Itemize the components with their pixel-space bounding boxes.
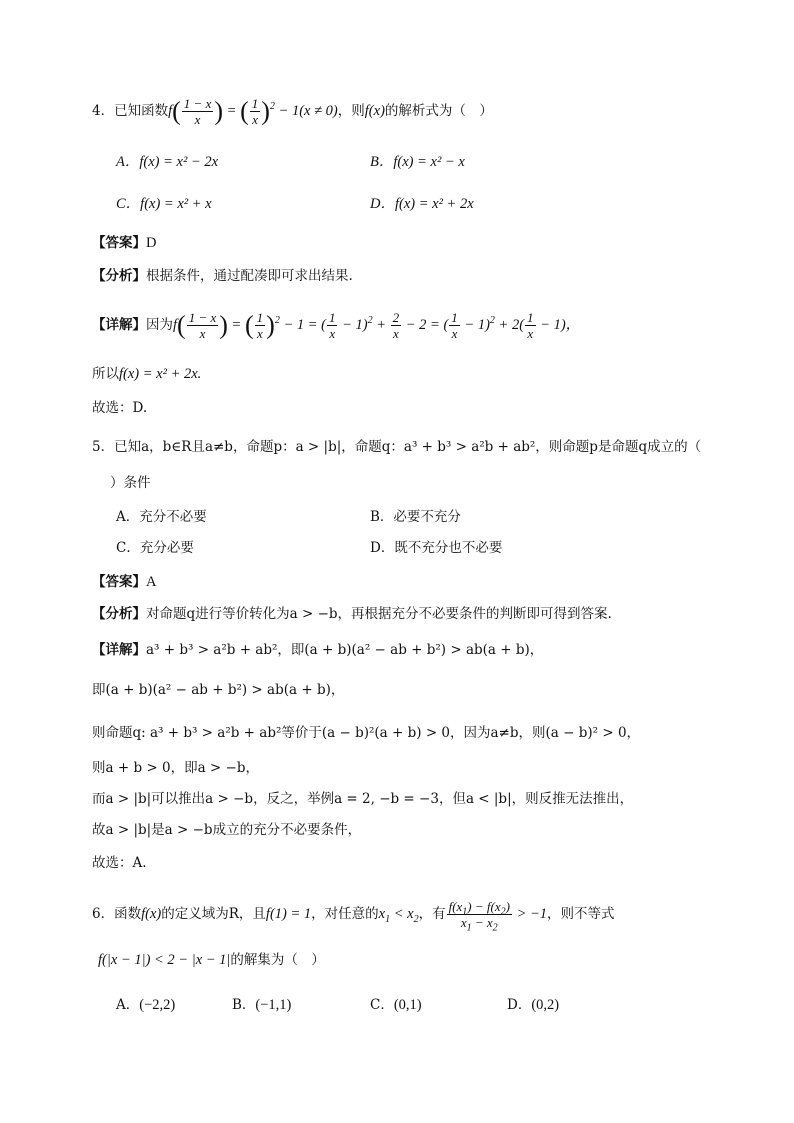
q6-option-c: C．(0,1) bbox=[370, 997, 422, 1013]
q5-number: 5． bbox=[92, 439, 115, 455]
q4-number: 4． bbox=[92, 102, 115, 119]
q4-option-c: C．f(x) = x² + x bbox=[116, 196, 212, 212]
q4-option-d: D．f(x) = x² + 2x bbox=[370, 196, 474, 212]
detail-tag: 【详解】 bbox=[92, 316, 146, 333]
q4-option-b: B．f(x) = x² − x bbox=[370, 154, 465, 170]
q4-detail-formula: f( $\frac{1 - x}{x}$ ) = ( $\frac{1}{x}$ )$^2$ − 1 = ( $\frac{1}{x}$ − 1)$^2$ + $\frac{2}{x}$ − 2 = ( $\frac{1}{x}$ − 1)$^2$ + 2( $\frac{1}{x}$ − 1)， bbox=[173, 310, 581, 341]
q4-answer: 【答案】D bbox=[92, 235, 157, 251]
q5-option-b: B．必要不充分 bbox=[370, 509, 461, 525]
q4-stem-formula: f( $\frac{1 - x}{x}$ ) = ( $\frac{1}{x}$ )$^2$ − 1(x ≠ 0) bbox=[168, 96, 338, 127]
q5-analysis: 【分析】对命题q进行等价转化为a > −b，再根据充分不必要条件的判断即可得到答案. bbox=[92, 606, 612, 622]
q6-number: 6． bbox=[92, 905, 115, 922]
q5-detail-line4: 则a + b > 0，即a > −b， bbox=[92, 760, 259, 776]
q5-detail-line2: 即(a + b)(a² − ab + b²) > ab(a + b)， bbox=[92, 682, 345, 698]
q4-stem bbox=[92, 96, 493, 127]
q4-stem-prefix: 已知函数 bbox=[114, 102, 169, 119]
q5-option-a: A．充分不必要 bbox=[116, 509, 207, 525]
q5-detail-line1: 【详解】a³ + b³ > a²b + ab²，即(a + b)(a² − ab + b²) > ab(a + b)， bbox=[92, 642, 544, 658]
analysis-tag: 【分析】 bbox=[92, 268, 146, 284]
q5-stem-line2: ）条件 bbox=[110, 475, 151, 491]
q5-conclusion: 故选：A. bbox=[92, 855, 147, 871]
answer-tag: 【答案】 bbox=[92, 235, 146, 251]
q4-option-a: A．f(x) = x² − 2x bbox=[116, 154, 219, 170]
q4-detail-line2: 所以f(x) = x² + 2x. bbox=[92, 366, 202, 382]
q5-detail-line3: 则命题q: a³ + b³ > a²b + ab²等价于(a − b)²(a + b) > 0，因为a≠b，则(a − b)² > 0， bbox=[92, 725, 641, 741]
q6-option-d: D．(0,2) bbox=[507, 997, 560, 1013]
q4-stem-end: 的解析式为（ ） bbox=[384, 102, 493, 119]
q4-detail: 【详解】因为f( $\frac{1 - x}{x}$ ) = ( $\frac{1}{x}$ )$^2$ − 1 = ( $\frac{1}{x}$ − 1)$^2$ + $\frac{2}{x}$ − 2 = ( $\frac{1}{x}$ − 1)$^2$ + 2( $\frac{1}{x}$ − 1)， bbox=[92, 310, 581, 341]
q6-stem-line2: f(|x − 1|) < 2 − |x − 1|的解集为（ ） bbox=[98, 952, 325, 968]
q4-analysis: 【分析】根据条件，通过配凑即可求出结果. bbox=[92, 268, 353, 284]
q6-option-b: B．(−1,1) bbox=[232, 997, 292, 1013]
q5-stem-line1: 5．已知a，b∈R且a≠b，命题p：a > |b|，命题q：a³ + b³ > a²b + ab²，则命题p是命题q成立的（ bbox=[92, 439, 702, 455]
q6-option-a: A．(−2,2) bbox=[116, 997, 176, 1013]
q5-detail-line6: 故a > |b|是a > −b成立的充分不必要条件， bbox=[92, 822, 362, 838]
q5-option-d: D．既不充分也不必要 bbox=[370, 540, 503, 556]
q5-detail-line5: 而a > |b|可以推出a > −b，反之，举例a = 2, −b = −3，但a < |b|，则反推无法推出， bbox=[92, 791, 634, 807]
q5-option-c: C．充分必要 bbox=[116, 540, 194, 556]
q5-answer: 【答案】A bbox=[92, 574, 157, 590]
q6-stem-line1: 6．函数f(x)的定义域为R，且f(1) = 1，对任意的$x_1 < x_2$，有 $\frac{f(x_1) - f(x_2)}{x_1 - x_2}$ > −1，则不等式 bbox=[92, 899, 615, 934]
q4-stem-fx: f(x) bbox=[364, 102, 385, 119]
q4-conclusion: 故选：D. bbox=[92, 400, 148, 416]
q4-stem-suffix: ，则 bbox=[337, 102, 365, 119]
